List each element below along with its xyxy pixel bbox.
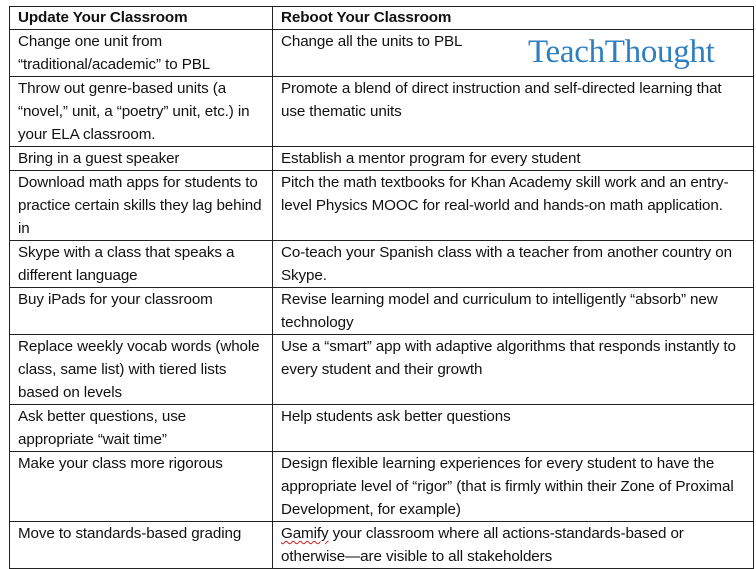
update-cell: Download math apps for students to practice certain skills they lag behind in [10, 171, 273, 241]
update-cell: Throw out genre-based units (a “novel,” unit, a “poetry” unit, etc.) in your ELA classroom. [10, 77, 273, 147]
table-row [10, 77, 754, 147]
reboot-cell: Pitch the math textbooks for Khan Academy skill work and an entry-level Physics MOOC for real-world and hands-on math application. [273, 171, 754, 241]
header-reboot: Reboot Your Classroom [273, 7, 754, 30]
table-row [10, 147, 754, 171]
table-row [10, 405, 754, 452]
update-cell: Bring in a guest speaker [10, 147, 273, 171]
teachthought-logo: TeachThought [528, 34, 715, 70]
gamify-word: Gamify [281, 525, 329, 542]
table-row [10, 522, 754, 569]
reboot-cell: Change all the units to PBL [273, 30, 754, 77]
update-cell: Make your class more rigorous [10, 452, 273, 522]
reboot-cell: Establish a mentor program for every student [273, 147, 754, 171]
table-row [10, 335, 754, 405]
table-row [10, 171, 754, 241]
update-cell: Buy iPads for your classroom [10, 288, 273, 335]
reboot-cell: Use a “smart” app with adaptive algorithms that responds instantly to every student and their growth [273, 335, 754, 405]
reboot-cell-rest: your classroom where all actions-standards-based or otherwise—are visible to all stakeholders [281, 525, 684, 565]
reboot-cell: Promote a blend of direct instruction and self-directed learning that use thematic units [273, 77, 754, 147]
table-header-row [10, 7, 754, 30]
reboot-cell: Co-teach your Spanish class with a teacher from another country on Skype. [273, 241, 754, 288]
table-row [10, 241, 754, 288]
header-update: Update Your Classroom [10, 7, 273, 30]
update-cell: Skype with a class that speaks a different language [10, 241, 273, 288]
table-row [10, 288, 754, 335]
reboot-cell: Design flexible learning experiences for every student to have the appropriate level of “rigor” (that is firmly within their Zone of Proximal Development, for example) [273, 452, 754, 522]
reboot-cell: Help students ask better questions [273, 405, 754, 452]
reboot-cell [273, 522, 754, 569]
update-cell: Change one unit from “traditional/academic” to PBL [10, 30, 273, 77]
table-row [10, 452, 754, 522]
update-cell: Ask better questions, use appropriate “wait time” [10, 405, 273, 452]
update-cell: Replace weekly vocab words (whole class, same list) with tiered lists based on levels [10, 335, 273, 405]
reboot-cell: Revise learning model and curriculum to intelligently “absorb” new technology [273, 288, 754, 335]
update-cell: Move to standards-based grading [10, 522, 273, 569]
comparison-table [9, 6, 754, 569]
